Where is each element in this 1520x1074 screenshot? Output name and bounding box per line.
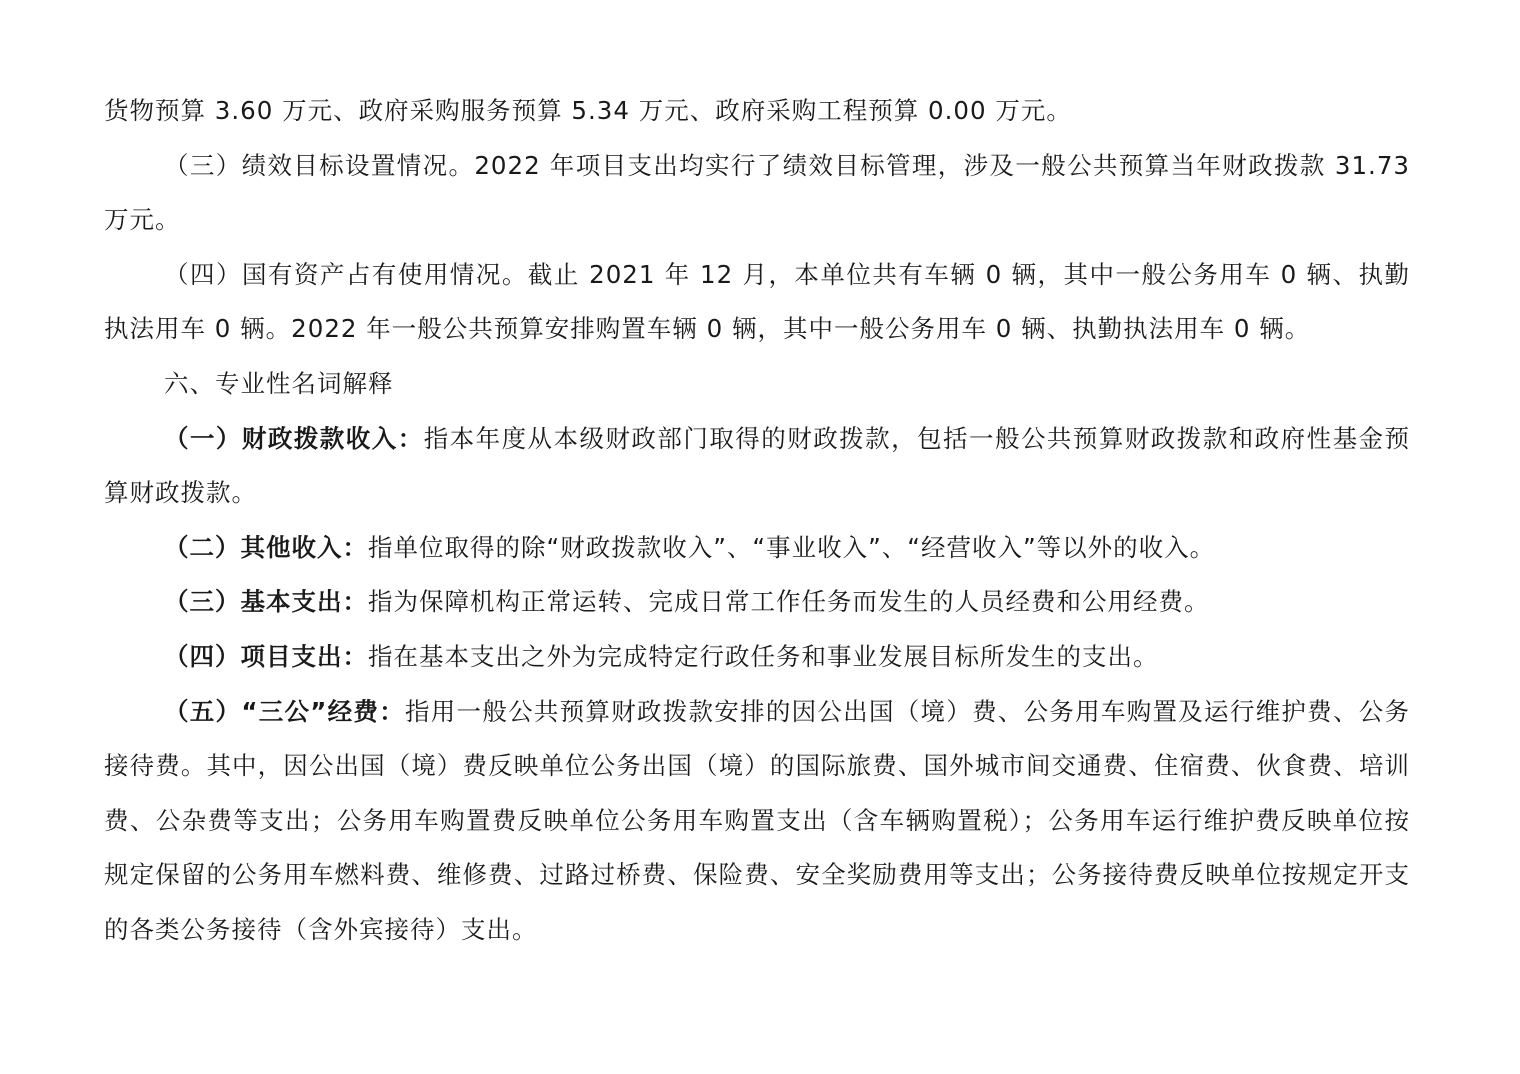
definition-term: （三）基本支出： — [164, 587, 368, 617]
paragraph-text: （四）国有资产占有使用情况。截止 2021 年 12 月，本单位共有车辆 0 辆，其中一般公务用车 0 辆、执勤执法用车 0 辆。2022 年一般公共预算安排购置车辆 0 辆，其中一般公务用车 0 辆、执勤执法用车 0 辆。 — [104, 259, 1410, 344]
document-page — [104, 84, 1410, 958]
definition-text: 指本年度从本级财政部门取得的财政拨款，包括一般公共预算财政拨款和政府性基金预算财政拨款。 — [104, 423, 1411, 508]
paragraph-state-assets — [104, 248, 1410, 357]
definition-other-income — [104, 521, 1410, 576]
definition-term: （四）项目支出： — [164, 641, 368, 671]
definition-project-expenditure — [104, 630, 1410, 685]
definition-term: （二）其他收入： — [164, 532, 368, 562]
definition-fiscal-appropriation — [104, 412, 1410, 521]
section-heading-terms — [104, 357, 1410, 412]
paragraph-performance-goals — [104, 139, 1410, 248]
definition-text: 指在基本支出之外为完成特定行政任务和事业发展目标所发生的支出。 — [368, 641, 1159, 671]
paragraph-text: （三）绩效目标设置情况。2022 年项目支出均实行了绩效目标管理，涉及一般公共预算当年财政拨款 31.73 万元。 — [104, 150, 1410, 235]
definition-text: 指用一般公共预算财政拨款安排的因公出国（境）费、公务用车购置及运行维护费、公务接待费。其中，因公出国（境）费反映单位公务出国（境）的国际旅费、国外城市间交通费、住宿费、伙食费、培训费、公杂费等支出；公务用车购置费反映单位公务用车购置支出（含车辆购置税）；公务用车运行维护费反映单位按规定保留的公务用车燃料费、维修费、过路过桥费、保险费、安全奖励费用等支出；公务接待费反映单位按规定开支的各类公务接待（含外宾接待）支出。 — [104, 696, 1410, 944]
section-heading-text: 六、专业性名词解释 — [164, 368, 394, 398]
definition-basic-expenditure — [104, 575, 1410, 630]
paragraph-procurement-budget — [104, 84, 1410, 139]
paragraph-text: 货物预算 3.60 万元、政府采购服务预算 5.34 万元、政府采购工程预算 0.00 万元。 — [104, 96, 1072, 125]
definition-text: 指为保障机构正常运转、完成日常工作任务而发生的人员经费和公用经费。 — [368, 587, 1210, 617]
definition-text: 指单位取得的除“财政拨款收入”、“事业收入”、“经营收入”等以外的收入。 — [368, 532, 1216, 562]
definition-three-public-expenses — [104, 685, 1410, 958]
definition-term: （五）“三公”经费： — [164, 696, 405, 726]
definition-term: （一）财政拨款收入： — [164, 423, 424, 453]
